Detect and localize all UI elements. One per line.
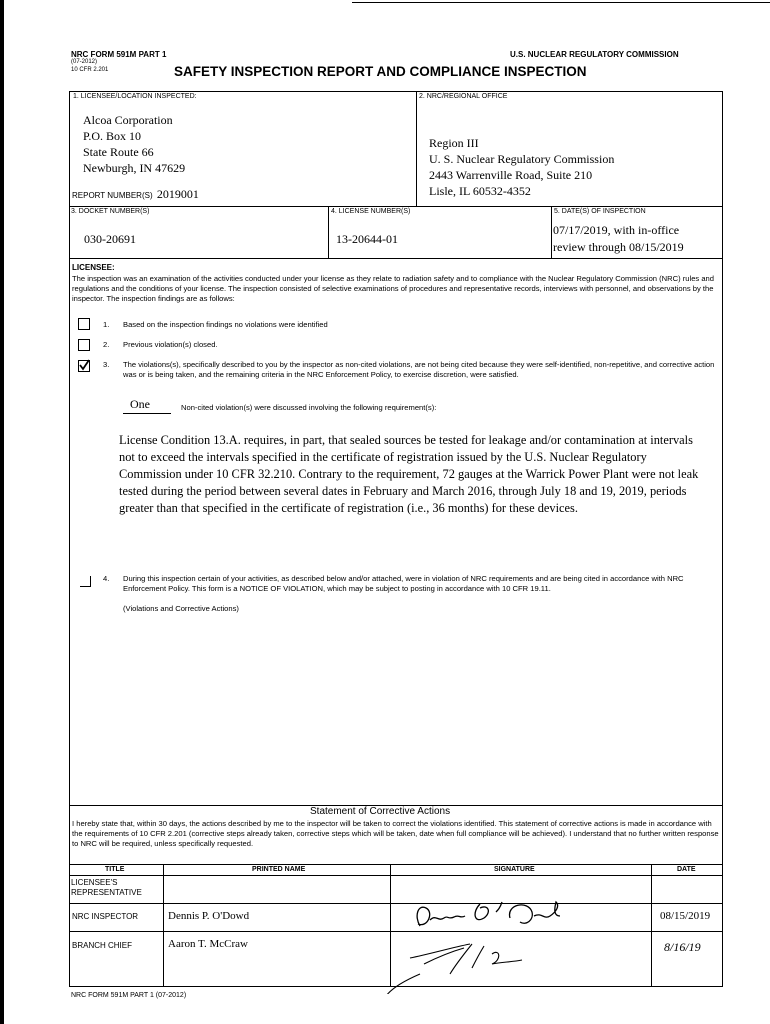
licensee-line: Newburgh, IN 47629 xyxy=(83,161,186,175)
regional-line: Region III xyxy=(429,136,479,150)
divider xyxy=(163,864,164,987)
license-label: 4. LICENSE NUMBER(S) xyxy=(331,208,411,215)
cfr-ref: 10 CFR 2.201 xyxy=(71,67,109,73)
regional-line: Lisle, IL 60532-4352 xyxy=(429,184,531,198)
regional-address xyxy=(429,135,614,199)
item-number: 4. xyxy=(103,574,110,583)
form-id: NRC FORM 591M PART 1 xyxy=(71,50,167,59)
corrective-heading: Statement of Corrective Actions xyxy=(310,806,451,817)
row-title: NRC INSPECTOR xyxy=(72,912,139,921)
footer-form-id: NRC FORM 591M PART 1 (07-2012) xyxy=(71,992,187,999)
item4-checkbox[interactable] xyxy=(80,576,91,587)
divider xyxy=(69,875,723,876)
top-rule xyxy=(352,2,770,3)
branch-chief-signature xyxy=(380,934,540,994)
divider xyxy=(328,206,329,258)
item-number: 1. xyxy=(103,320,110,329)
divider xyxy=(69,864,723,865)
report-number-row xyxy=(72,187,199,202)
regional-office-label: 2. NRC/REGIONAL OFFICE xyxy=(419,93,508,100)
row-printed-name: Aaron T. McCraw xyxy=(168,938,248,950)
regional-line: 2443 Warrenville Road, Suite 210 xyxy=(429,168,593,182)
inspection-date-label: 5. DATE(S) OF INSPECTION xyxy=(554,208,646,215)
licensee-label: 1. LICENSEE/LOCATION INSPECTED: xyxy=(73,93,197,100)
divider xyxy=(69,903,723,904)
row-title: BRANCH CHIEF xyxy=(72,941,133,950)
check-icon xyxy=(78,359,90,371)
divider xyxy=(69,258,723,259)
item-number: 3. xyxy=(103,360,110,369)
inspection-date-line2: review through 08/15/2019 xyxy=(553,240,684,254)
violation-count: One xyxy=(130,397,150,411)
divider xyxy=(651,864,652,987)
corrective-text: I hereby state that, within 30 days, the actions described by me to the inspector will be taken to correct the violations identified. This statement of corrective actions is made in accordance with the requirements of 10 CFR 2.201 (corrective steps already taken, corrective steps which will be taken, date when full compliance will be achieved). I understand that no further written response to NRC will be required, unless specifically requested. xyxy=(72,819,719,848)
row-title: LICENSEE'S REPRESENTATIVE xyxy=(71,878,142,897)
item3-text: The violations(s), specifically described to you by the inspector as non-cited violations, are not being cited because they were self-identified, non-repetitive, and corrective action was or is being taken, and the remaining criteria in the NRC Enforcement Policy, to exercise discretion, were satisfied. xyxy=(123,360,715,379)
left-margin-bar xyxy=(0,0,4,1024)
licensee-line: State Route 66 xyxy=(83,145,154,159)
divider xyxy=(551,206,552,258)
licensee-line: Alcoa Corporation xyxy=(83,113,173,127)
divider xyxy=(416,91,417,206)
item2-checkbox[interactable] xyxy=(78,339,90,351)
col-header-date: DATE xyxy=(677,866,696,873)
license-number: 13-20644-01 xyxy=(336,232,398,246)
item1-text: Based on the inspection findings no violations were identified xyxy=(123,320,328,329)
docket-label: 3. DOCKET NUMBER(S) xyxy=(71,208,150,215)
item2-text: Previous violation(s) closed. xyxy=(123,340,218,349)
divider xyxy=(69,206,723,207)
agency-name: U.S. NUCLEAR REGULATORY COMMISSION xyxy=(510,50,679,59)
row-printed-name: Dennis P. O'Dowd xyxy=(168,910,250,922)
col-header-signature: SIGNATURE xyxy=(494,866,535,873)
licensee-heading: LICENSEE: xyxy=(72,263,115,272)
page-title: SAFETY INSPECTION REPORT AND COMPLIANCE INSPECTION xyxy=(174,64,587,79)
item4-subtext: (Violations and Corrective Actions) xyxy=(123,604,239,613)
docket-number: 030-20691 xyxy=(84,232,136,246)
row-date: 8/16/19 xyxy=(664,940,701,954)
licensee-address xyxy=(83,112,185,176)
col-header-title: TITLE xyxy=(105,866,125,873)
inspection-intro: The inspection was an examination of the activities conducted under your license as they relate to radiation safety and to compliance with the Nuclear Regulatory Commission (NRC) rules and regulations and the conditions of your license. The inspection consisted of selective examinations of procedures and representative records, interviews with personnel, and observations by the inspector. The inspection findings are as follows: xyxy=(72,274,714,303)
item-number: 2. xyxy=(103,340,110,349)
item4-text: During this inspection certain of your activities, as described below and/or attached, were in violation of NRC requirements and are being cited in accordance with NRC Enforcement Policy. This form is a NOTICE OF VIOLATION, which may be subject to posting in accordance with 10 CFR 19.11. xyxy=(123,574,684,593)
form-rev: (07-2012) xyxy=(71,59,98,65)
col-header-printed-name: PRINTED NAME xyxy=(252,866,306,873)
inspection-date-line1: 07/17/2019, with in-office xyxy=(553,223,680,237)
licensee-line: P.O. Box 10 xyxy=(83,129,142,143)
regional-line: U. S. Nuclear Regulatory Commission xyxy=(429,152,615,166)
row-date: 08/15/2019 xyxy=(660,910,711,922)
report-number: 2019001 xyxy=(156,187,199,201)
item3-checkbox[interactable] xyxy=(78,360,90,372)
count-text: Non-cited violation(s) were discussed involving the following requirement(s): xyxy=(181,403,437,412)
item1-checkbox[interactable] xyxy=(78,318,90,330)
report-number-label: REPORT NUMBER(S) xyxy=(72,191,153,200)
divider xyxy=(69,931,723,932)
violation-narrative: License Condition 13.A. requires, in part, that sealed sources be tested for leakage and/or contamination at intervals not to exceed the intervals specified in the certificate of registration issued by the U.S. Nuclear Regulatory Commission under 10 CFR 32.210. Contrary to the requirement, 72 gauges at the Warrick Power Plant were not leak tested during the period between several dates in February and March 2016, through July 18 and 19, 2019, periods greater than that specified in the certificate of registration (i.e., 36 months) for these devices. xyxy=(119,433,699,515)
inspector-signature xyxy=(410,898,570,932)
count-underline xyxy=(123,413,171,414)
